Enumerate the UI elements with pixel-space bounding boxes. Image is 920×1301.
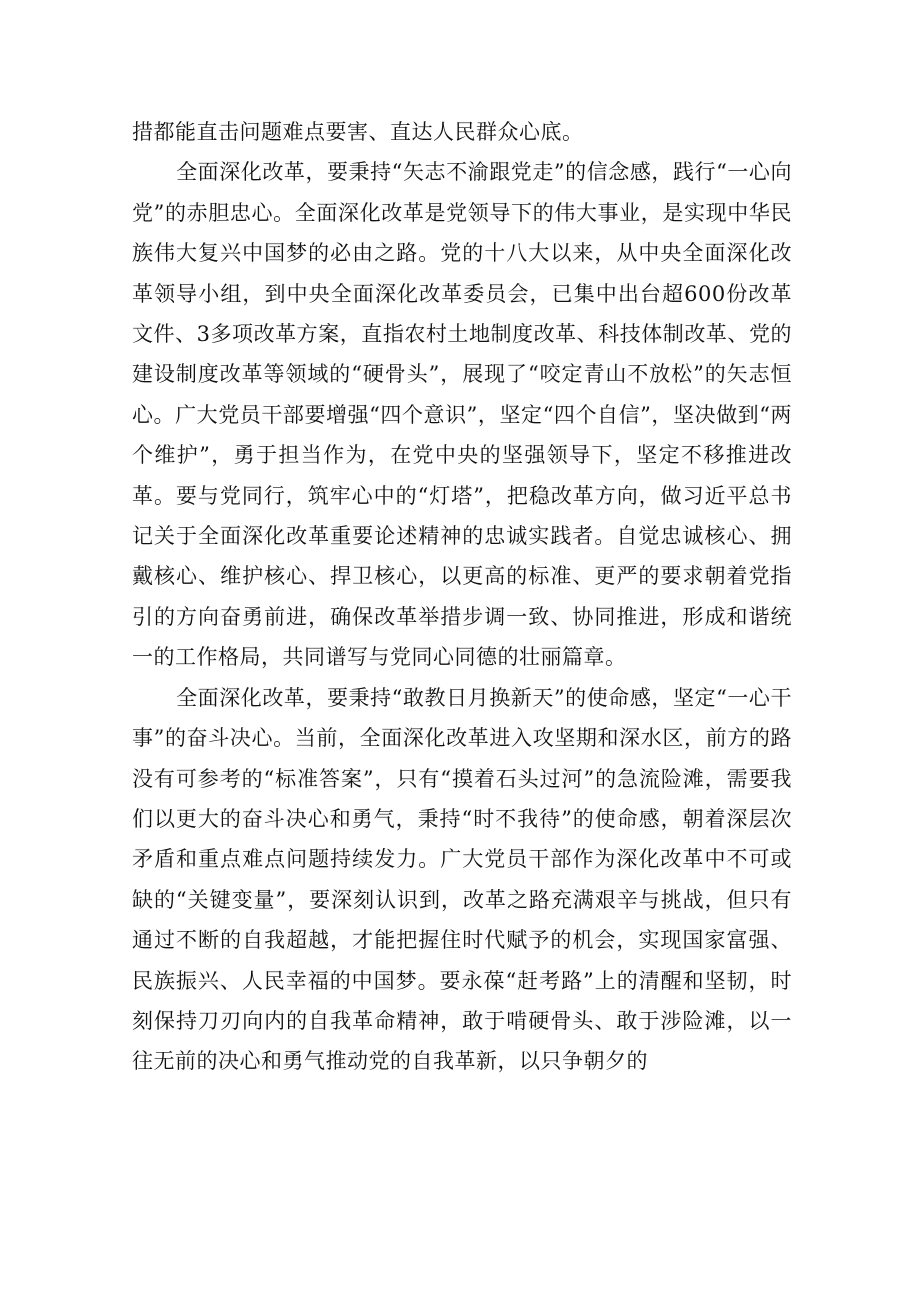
- paragraph-mission-struggle: 全面深化改革，要秉持“敢教日月换新天”的使命感，坚定“一心干事”的奋斗决心。当前，全面深化改革进入攻坚期和深水区，前方的路没有可参考的“标准答案”，只有“摸着石头过河”的急流险滩，需要我们以更大的奋斗决心和勇气，秉持“时不我待”的使命感，朝着深层次矛盾和重点难点问题持续发力。广大党员干部作为深化改革中不可或缺的“关键变量”，要深刻认识到，改革之路充满艰辛与挑战，但只有通过不断的自我超越，才能把握住时代赋予的机会，实现国家富强、民族振兴、人民幸福的中国梦。要永葆“赶考路”上的清醒和坚韧，时刻保持刀刃向内的自我革命精神，敢于啃硬骨头、敢于涉险滩，以一往无前的决心和勇气推动党的自我革新，以只争朝夕的: [132, 685, 792, 1074]
- paragraph-party-loyalty: 全面深化改革，要秉持“矢志不渝跟党走”的信念感，践行“一心向党”的赤胆忠心。全面深化改革是党领导下的伟大事业，是实现中华民族伟大复兴中国梦的必由之路。党的十八大以来，从中央全面深化改革领导小组，到中央全面深化改革委员会，已集中出台超600份改革文件、3多项改革方案，直指农村土地制度改革、科技体制改革、党的建设制度改革等领域的“硬骨头”，展现了“咬定青山不放松”的矢志恒心。广大党员干部要增强“四个意识”，坚定“四个自信”，坚决做到“两个维护”，勇于担当作为，在党中央的坚强领导下，坚定不移推进改革。要与党同行，筑牢心中的“灯塔”，把稳改革方向，做习近平总书记关于全面深化改革重要论述精神的忠诚实践者。自觉忠诚核心、拥戴核心、维护核心、捍卫核心，以更高的标准、更严的要求朝着党指引的方向奋勇前进，确保改革举措步调一致、协同推进，形成和谐统一的工作格局，共同谱写与党同心同德的壮丽篇章。: [132, 160, 792, 670]
- document-body: [132, 112, 792, 1082]
- paragraph-continuation: 措都能直击问题难点要害、直达人民群众心底。: [132, 120, 584, 144]
